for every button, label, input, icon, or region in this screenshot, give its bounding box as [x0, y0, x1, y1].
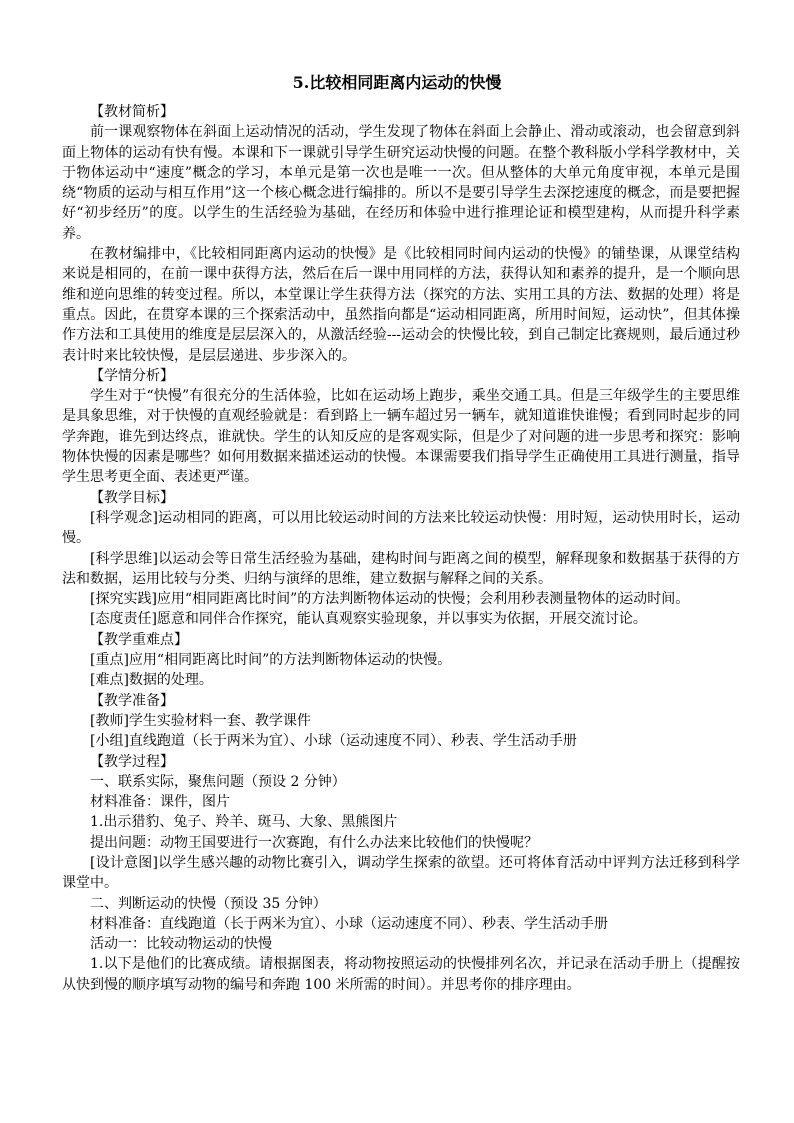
section-heading-textbook-analysis: 【教材简析】 — [90, 104, 174, 120]
difficult-point: [难点]数据的处理。 — [90, 672, 213, 689]
process-step-heading: 一、联系实际，聚焦问题（预设 2 分钟） — [90, 773, 346, 790]
process-step-heading: 二、判断运动的快慢（预设 35 分钟） — [90, 895, 327, 912]
prep-group: [小组]直线跑道（长于两米为宜）、小球（运动速度不同）、秒表、学生活动手册 — [90, 733, 577, 750]
section-heading-preparation: 【教学准备】 — [90, 692, 174, 709]
paragraph: 1.以下是他们的比赛成绩。请根据图表，将动物按照运动的快慢排列名次，并记录在活动手册上（提醒按从快到慢的顺序填写动物的编号和奔跑 100 米所需的时间）。并思考你的排序理由。 — [62, 956, 740, 993]
paragraph: 材料准备：课件，图片 — [90, 794, 230, 811]
paragraph: 学生对于“快慢”有很充分的生活体验，比如在运动场上跑步，乘坐交通工具。但是三年级学生的主要思维是具象思维，对于快慢的直观经验就是：看到路上一辆车超过另一辆车，就知道谁快谁慢；看到同时起步的同学奔跑，谁先到达终点，谁就快。学生的认知反应的是客观实际，但是少了对问题的进一步思考和探究：影响物体快慢的因素是哪些？如何用数据来描述运动的快慢。本课需要我们指导学生正确使用工具进行测量，指导学生思考更全面、表述更严谨。 — [62, 388, 740, 486]
paragraph: 材料准备：直线跑道（长于两米为宜）、小球（运动速度不同）、秒表、学生活动手册 — [90, 915, 608, 932]
goal-attitude: [态度责任]愿意和同伴合作探究，能认真观察实验现象，并以事实为依据，开展交流讨论。 — [90, 611, 647, 628]
prep-teacher: [教师]学生实验材料一套、教学课件 — [90, 712, 311, 729]
goal-science-concept: [科学观念]运动相同的距离，可以用比较运动时间的方法来比较运动快慢：用时短，运动快用时长，运动慢。 — [62, 509, 740, 547]
activity-heading: 活动一：比较动物运动的快慢 — [90, 936, 272, 953]
key-point: [重点]应用“相同距离比时间”的方法判断物体运动的快慢。 — [90, 652, 452, 669]
paragraph: 前一课观察物体在斜面上运动情况的活动，学生发现了物体在斜面上会静止、滑动或滚动，也会留意到斜面上物体的运动有快有慢。本课和下一课就引导学生研究运动快慢的问题。在整个教科版小学科学教材中，关于物体运动中“速度”概念的学习，本单元是第一次也是唯一一次。但从整体的大单元角度审视，本单元是围绕“物质的运动与相互作用”这一个核心概念进行编排的。所以不是要引导学生去深挖速度的概念，而是要把握好“初步经历”的度。以学生的生活经验为基础，在经历和体验中进行推理论证和模型建构，从而提升科学素养。 — [62, 124, 740, 242]
goal-inquiry-practice: [探究实践]应用“相同距离比时间”的方法判断物体运动的快慢；会利用秒表测量物体的运动时间。 — [90, 591, 690, 608]
section-heading-teaching-process: 【教学过程】 — [90, 753, 174, 770]
section-heading-teaching-goals: 【教学目标】 — [90, 489, 174, 506]
paragraph: 提出问题：动物王国要进行一次赛跑，有什么办法来比较他们的快慢呢？ — [90, 834, 538, 851]
section-heading-key-points: 【教学重难点】 — [90, 631, 188, 648]
document-body — [62, 102, 740, 995]
paragraph: 1.出示猎豹、兔子、羚羊、斑马、大象、黑熊图片 — [90, 814, 398, 831]
section-heading-student-analysis: 【学情分析】 — [90, 367, 174, 384]
paragraph: 在教材编排中，《比较相同距离内运动的快慢》是《比较相同时间内运动的快慢》的铺垫课，从课堂结构来说是相同的，在前一课中获得方法，然后在后一课中用同样的方法，获得认知和素养的提升，是一个顺向思维和逆向思维的转变过程。所以，本堂课让学生获得方法（探究的方法、实用工具的方法、数据的处理）将是重点。因此，在贯穿本课的三个探索活动中，虽然指向都是“运动相同距离，所用时间短，运动快”，但其体操作方法和工具使用的维度是层层深入的，从激活经验---运动会的快慢比较，到自己制定比赛规则，最后通过秒表计时来比较快慢，是层层递进、步步深入的。 — [62, 246, 740, 364]
design-intent: [设计意图]以学生感兴趣的动物比赛引入，调动学生探索的欲望。还可将体育活动中评判方法迁移到科学课堂中。 — [62, 854, 740, 892]
goal-science-thinking: [科学思维]以运动会等日常生活经验为基础，建构时间与距离之间的模型，解释现象和数据基于获得的方法和数据，运用比较与分类、归纳与演绎的思维，建立数据与解释之间的关系。 — [62, 550, 740, 587]
document-title: 5.比较相同距离内运动的快慢 — [292, 73, 502, 92]
